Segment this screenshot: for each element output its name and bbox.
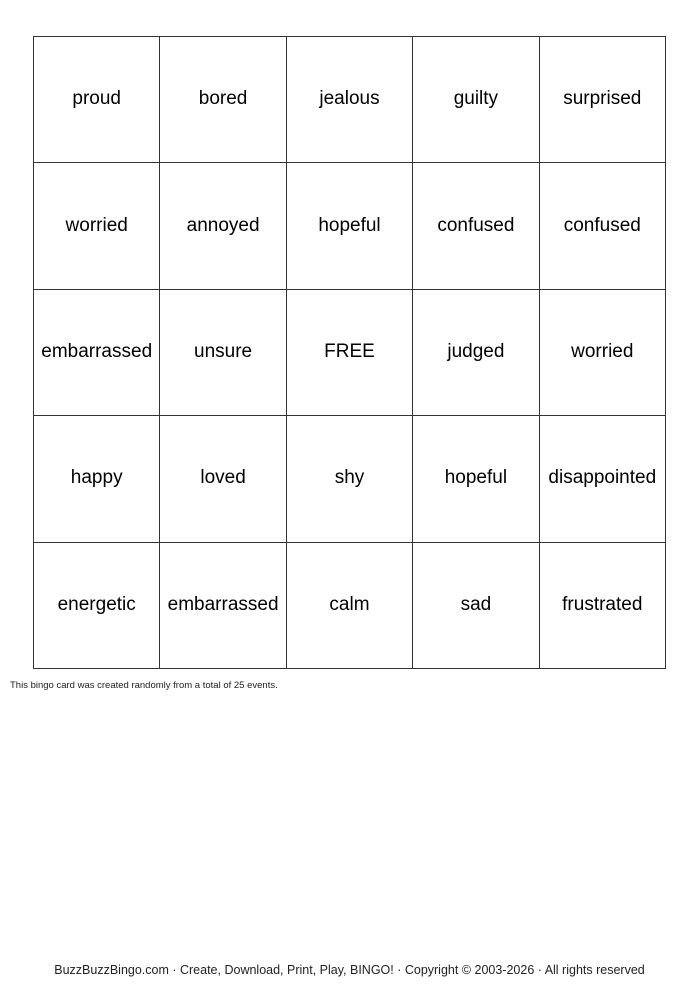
bingo-cell: unsure (160, 290, 286, 416)
bingo-cell: worried (540, 290, 666, 416)
bingo-cell: bored (160, 37, 286, 163)
card-generation-note: This bingo card was created randomly from a total of 25 events. (10, 680, 278, 691)
bingo-cell: jealous (287, 37, 413, 163)
bingo-cell: worried (34, 163, 160, 289)
bingo-cell: embarrassed (160, 543, 286, 669)
bingo-cell: loved (160, 416, 286, 542)
bingo-cell: annoyed (160, 163, 286, 289)
bingo-cell: energetic (34, 543, 160, 669)
bingo-cell: embarrassed (34, 290, 160, 416)
bingo-cell: surprised (540, 37, 666, 163)
bingo-free-cell: FREE (287, 290, 413, 416)
bingo-card-grid (33, 36, 666, 669)
bingo-cell: judged (413, 290, 539, 416)
bingo-cell: disappointed (540, 416, 666, 542)
bingo-cell: hopeful (413, 416, 539, 542)
bingo-cell: happy (34, 416, 160, 542)
bingo-cell: proud (34, 37, 160, 163)
bingo-cell: sad (413, 543, 539, 669)
page-footer: BuzzBuzzBingo.com · Create, Download, Print, Play, BINGO! · Copyright © 2003-2026 · All rights reserved (54, 963, 645, 977)
bingo-cell: frustrated (540, 543, 666, 669)
bingo-cell: confused (413, 163, 539, 289)
bingo-cell: guilty (413, 37, 539, 163)
bingo-cell: confused (540, 163, 666, 289)
bingo-cell: hopeful (287, 163, 413, 289)
bingo-cell: shy (287, 416, 413, 542)
bingo-cell: calm (287, 543, 413, 669)
